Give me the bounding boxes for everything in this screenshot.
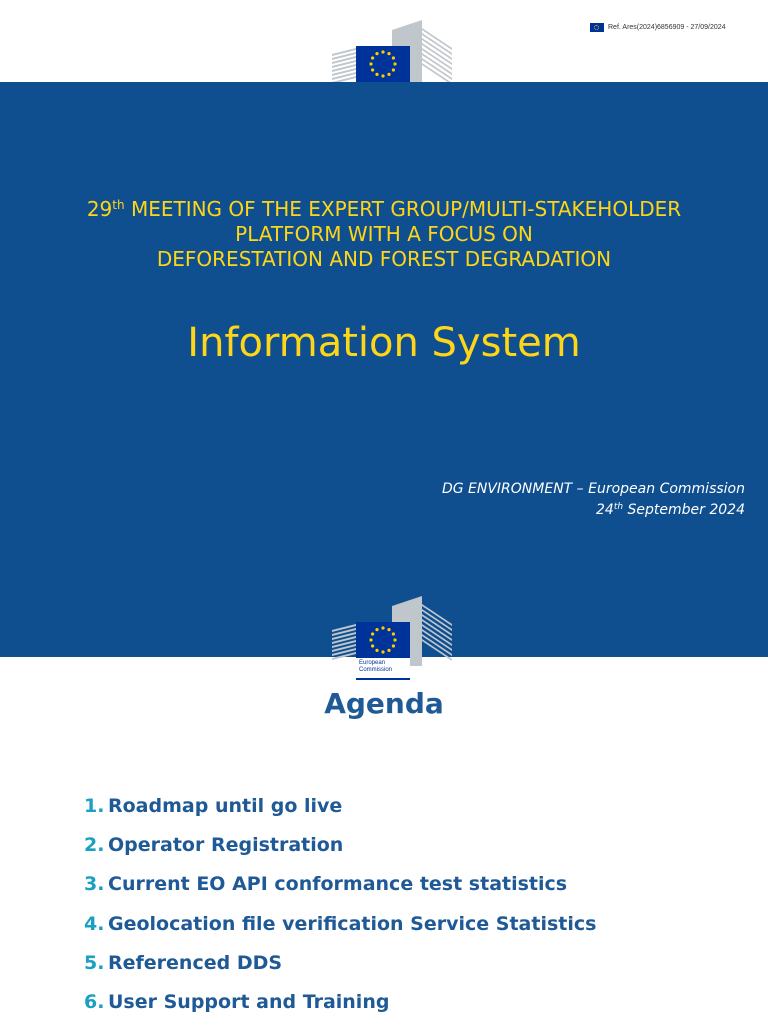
title-section xyxy=(0,82,768,657)
agenda-title: Agenda xyxy=(324,687,444,720)
agenda-item xyxy=(84,795,596,834)
organizer: DG ENVIRONMENT – European Commission xyxy=(441,481,745,497)
document-reference xyxy=(590,23,726,32)
agenda-item-text: Roadmap until go live xyxy=(108,795,343,817)
meeting-title: 29th MEETING OF THE EXPERT GROUP/MULTI-STAKEHOLDER PLATFORM WITH A FOCUS ON DEFORESTATION AND FOREST DEGRADATION xyxy=(86,197,682,271)
logo-wordmark: European Commission xyxy=(356,658,410,680)
reference-text: Ref. Ares(2024)6856909 - 27/09/2024 xyxy=(608,24,726,31)
agenda-item-number: 3. xyxy=(84,873,105,896)
agenda-item-text: Referenced DDS xyxy=(108,951,283,974)
agenda-item-text: Current EO API conformance test statistics xyxy=(108,873,568,896)
agenda-item-number: 6. xyxy=(84,990,105,1013)
eu-flag-icon xyxy=(590,23,604,32)
agenda-item xyxy=(84,952,596,991)
agenda-item-text: Operator Registration xyxy=(108,834,344,857)
agenda-list xyxy=(84,795,596,1030)
agenda-item xyxy=(84,913,596,952)
agenda-item-number: 2. xyxy=(84,834,105,857)
european-commission-logo-agenda xyxy=(332,596,452,686)
presenter-info xyxy=(245,479,745,521)
agenda-item-number: 5. xyxy=(84,951,105,974)
presentation-title: Information System xyxy=(187,320,581,366)
agenda-item-number: 4. xyxy=(84,912,105,935)
agenda-item-text: User Support and Training xyxy=(108,990,390,1013)
agenda-item-number: 1. xyxy=(84,795,105,817)
agenda-item xyxy=(84,834,596,873)
presentation-date: 24th September 2024 xyxy=(596,502,745,518)
agenda-item-text: Geolocation file verification Service Statistics xyxy=(108,912,597,935)
agenda-item xyxy=(84,991,596,1030)
agenda-item xyxy=(84,873,596,912)
